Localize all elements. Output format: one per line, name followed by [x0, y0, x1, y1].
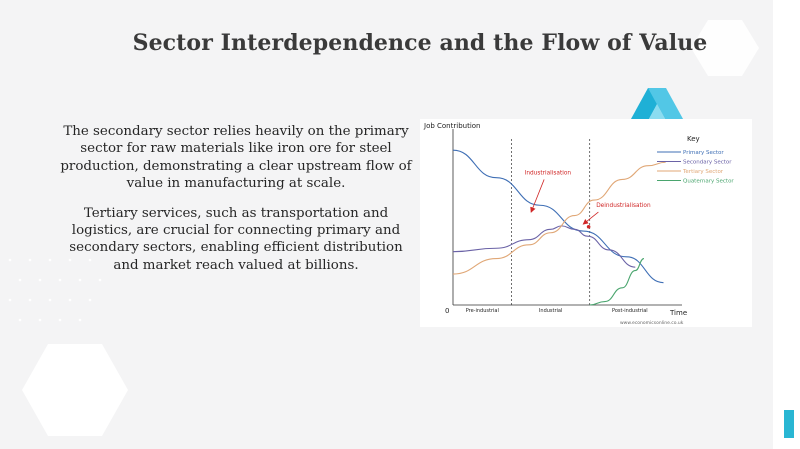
origin-label: 0	[445, 307, 450, 315]
slide-right-border	[773, 0, 800, 449]
intersection-point	[587, 225, 591, 229]
y-axis-label: Job Contribution	[424, 122, 481, 130]
slide-title: Sector Interdependence and the Flow of Value	[132, 30, 708, 56]
hexagon-decoration	[20, 340, 130, 440]
legend-title: Key	[687, 135, 700, 143]
legend-label-4: Quaternary Sector	[683, 178, 734, 185]
paragraph-secondary-sector: The secondary sector relies heavily on the primary sector for raw materials like iron ore for steel production, demonstrating a clear upstream flow of value in manufacturing at scale.	[60, 124, 412, 192]
legend-label-2: Secondary Sector	[683, 159, 732, 166]
phase-label-2: Industrial	[538, 308, 563, 314]
phase-label-1: Pre-industrial	[465, 308, 499, 314]
annotation-arrow-2	[583, 212, 598, 224]
annotation-2: Deindustrialisation	[596, 202, 651, 209]
chart-source: www.economicsonline.co.uk	[620, 321, 684, 326]
x-axis-label: Time	[670, 309, 688, 317]
paragraph-tertiary-services: Tertiary services, such as transportation and logistics, are crucial for connecting primary and secondary sectors, enabling efficient distribution and market reach valued at billions.	[69, 205, 403, 273]
series-line-3	[453, 162, 666, 274]
phase-label-3: Post-industrial	[612, 308, 648, 314]
chart-svg	[420, 119, 752, 327]
annotation-arrow-1	[531, 179, 544, 212]
annotation-1: Industrialisation	[524, 170, 572, 177]
accent-bar	[784, 410, 794, 438]
sector-chart	[420, 119, 752, 327]
legend-label-3: Tertiary Sector	[683, 169, 724, 175]
series-line-4	[590, 259, 644, 305]
series-line-2	[453, 226, 635, 267]
body-text	[58, 123, 414, 286]
legend-label-1: Primary Sector	[683, 150, 724, 156]
